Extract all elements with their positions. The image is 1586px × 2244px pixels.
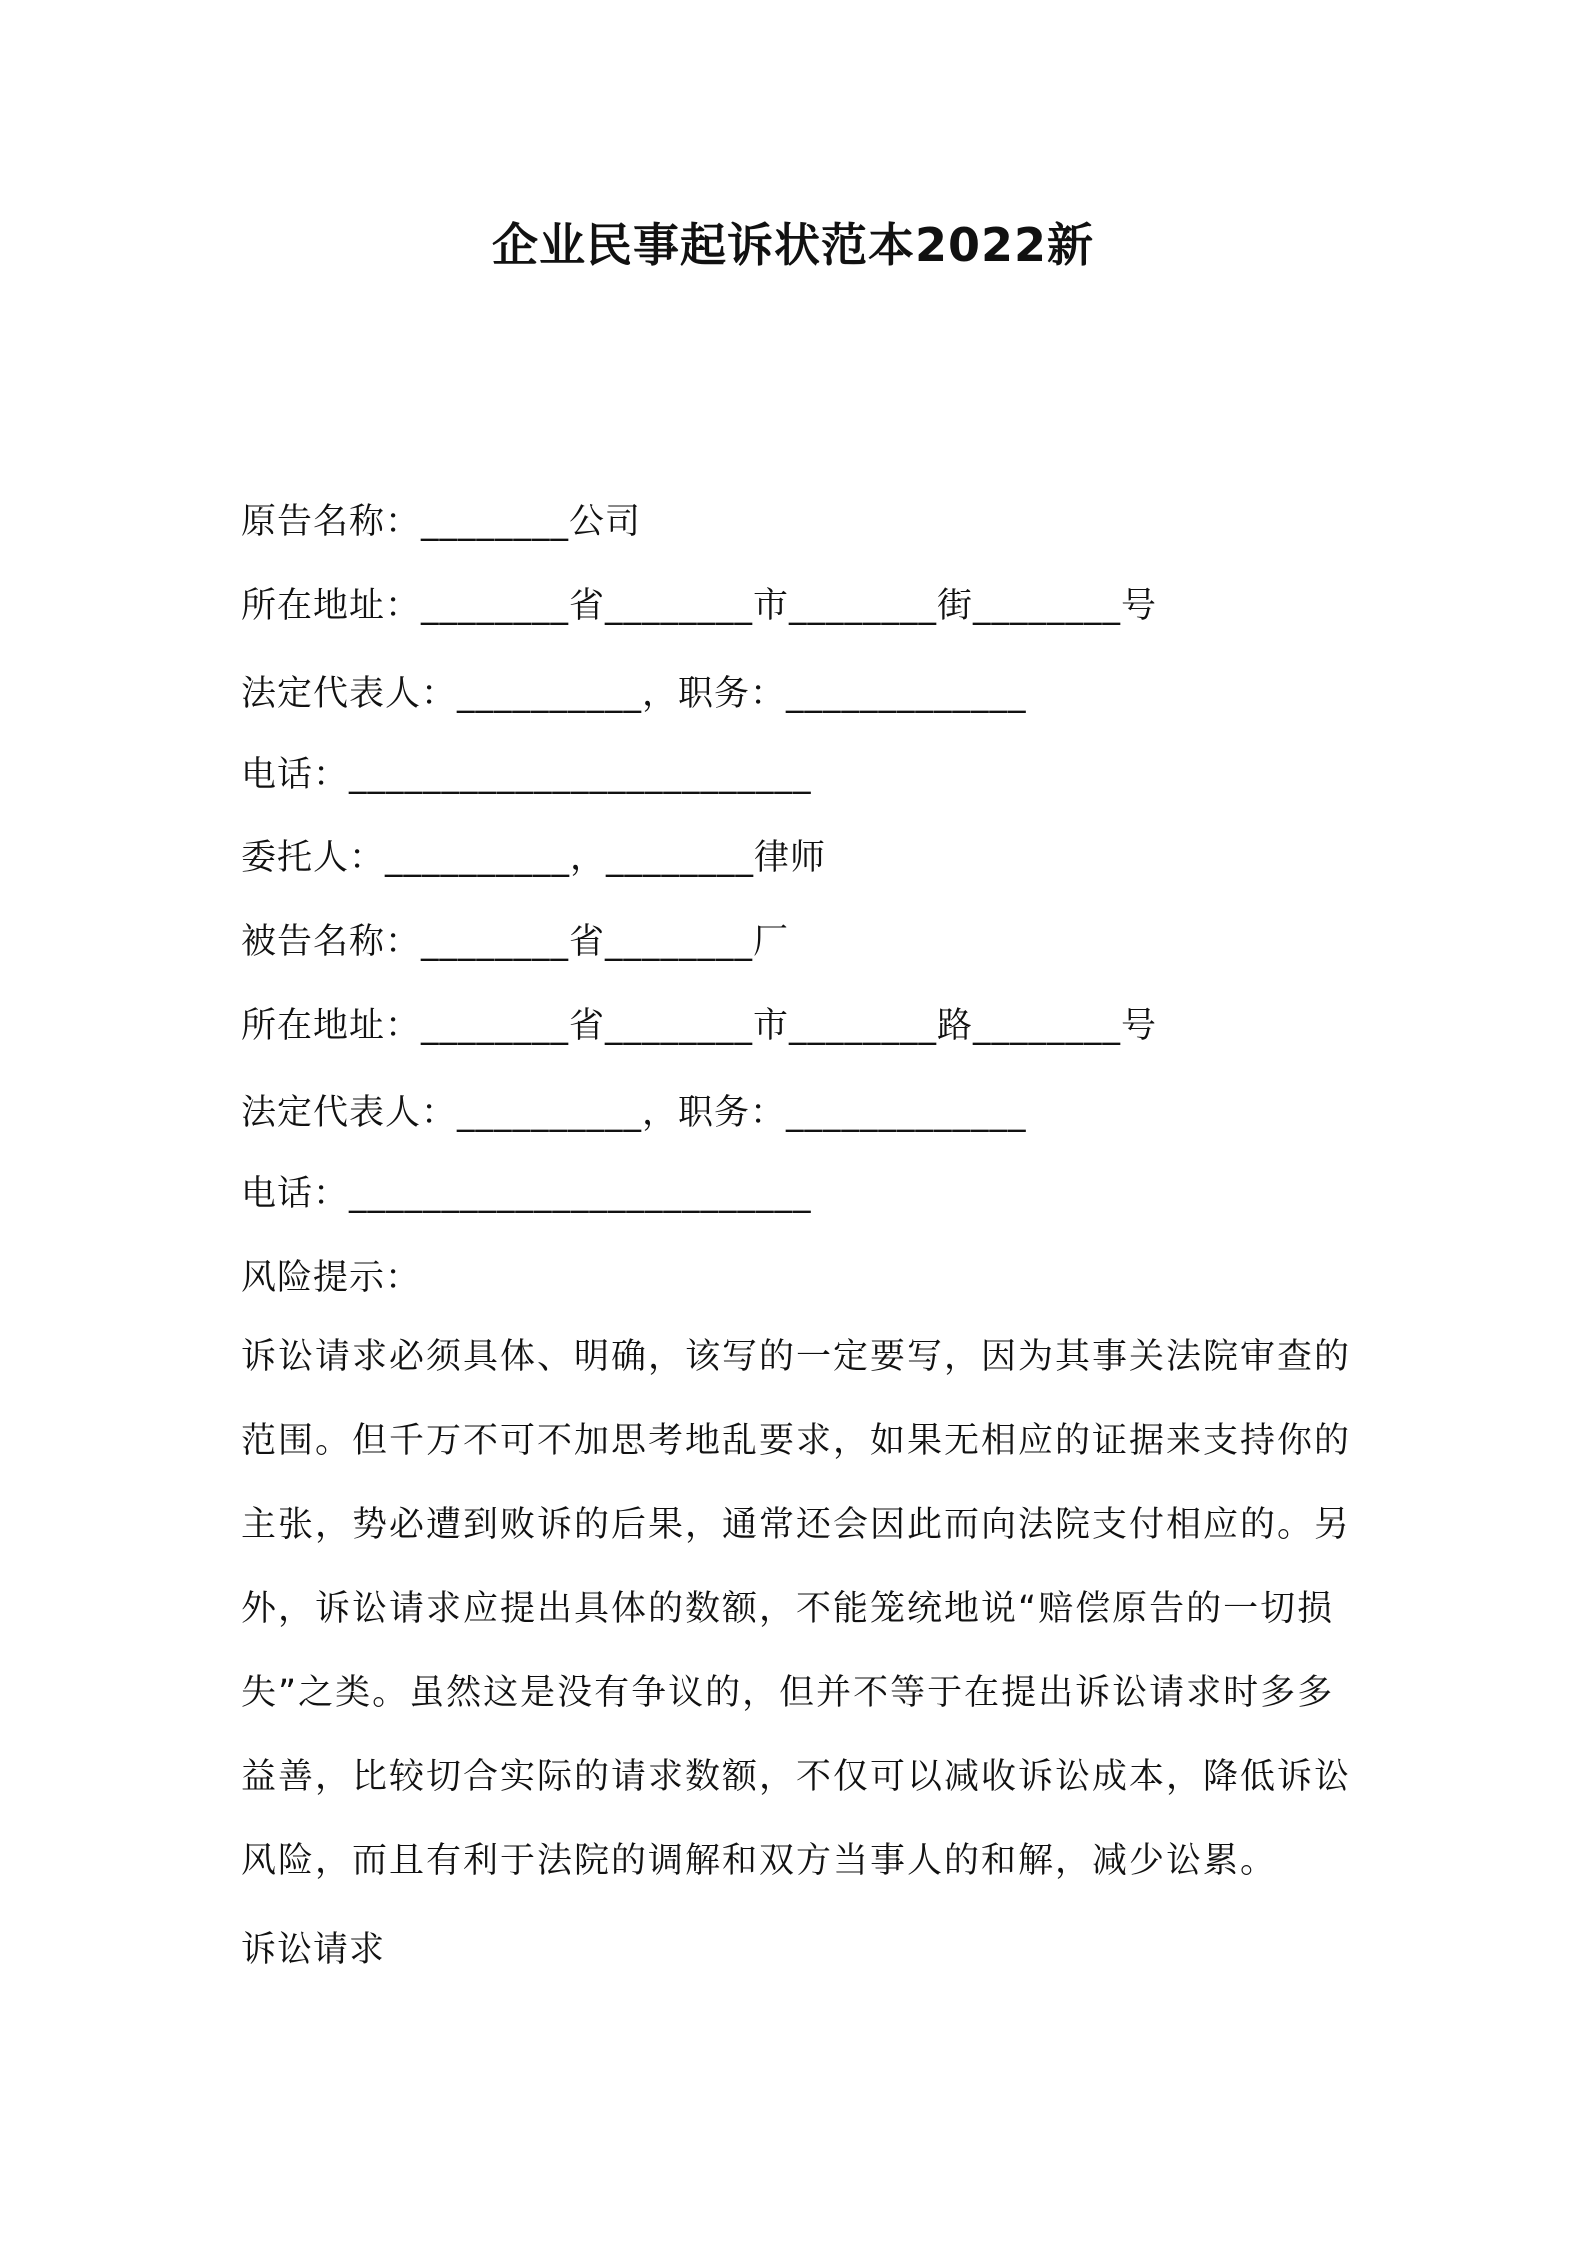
plaintiff-phone-line: 电话：_________________________ [241, 755, 812, 795]
claims-heading: 诉讼请求 [241, 1930, 386, 1970]
defendant-legal-rep-line: 法定代表人：__________，职务：_____________ [241, 1093, 1027, 1133]
document-title: 企业民事起诉状范本2022新 [491, 218, 1095, 272]
plaintiff-legal-rep-line: 法定代表人：__________，职务：_____________ [241, 674, 1027, 714]
plaintiff-agent-line: 委托人：__________，________律师 [241, 838, 827, 878]
defendant-name-line: 被告名称：________省________厂 [241, 922, 790, 962]
plaintiff-name-line: 原告名称：________公司 [241, 502, 642, 542]
defendant-address-line: 所在地址：________省________市________路________号 [241, 1006, 1158, 1046]
risk-paragraph: 诉讼请求必须具体、明确，该写的一定要写，因为其事关法院审查的范围。但千万不可不加思考地乱要求，如果无相应的证据来支持你的主张，势必遭到败诉的后果，通常还会因此而向法院支付相应的。另外，诉讼请求应提出具体的数额，不能笼统地说“赔偿原告的一切损失”之类。虽然这是没有争议的，但并不等于在提出诉讼请求时多多益善，比较切合实际的请求数额，不仅可以减收诉讼成本，降低诉讼风险，而且有利于法院的调解和双方当事人的和解，减少讼累。 [241, 1337, 1352, 1881]
plaintiff-address-line: 所在地址：________省________市________街________号 [241, 586, 1158, 626]
risk-heading: 风险提示： [241, 1258, 422, 1298]
defendant-phone-line: 电话：_________________________ [241, 1174, 812, 1214]
